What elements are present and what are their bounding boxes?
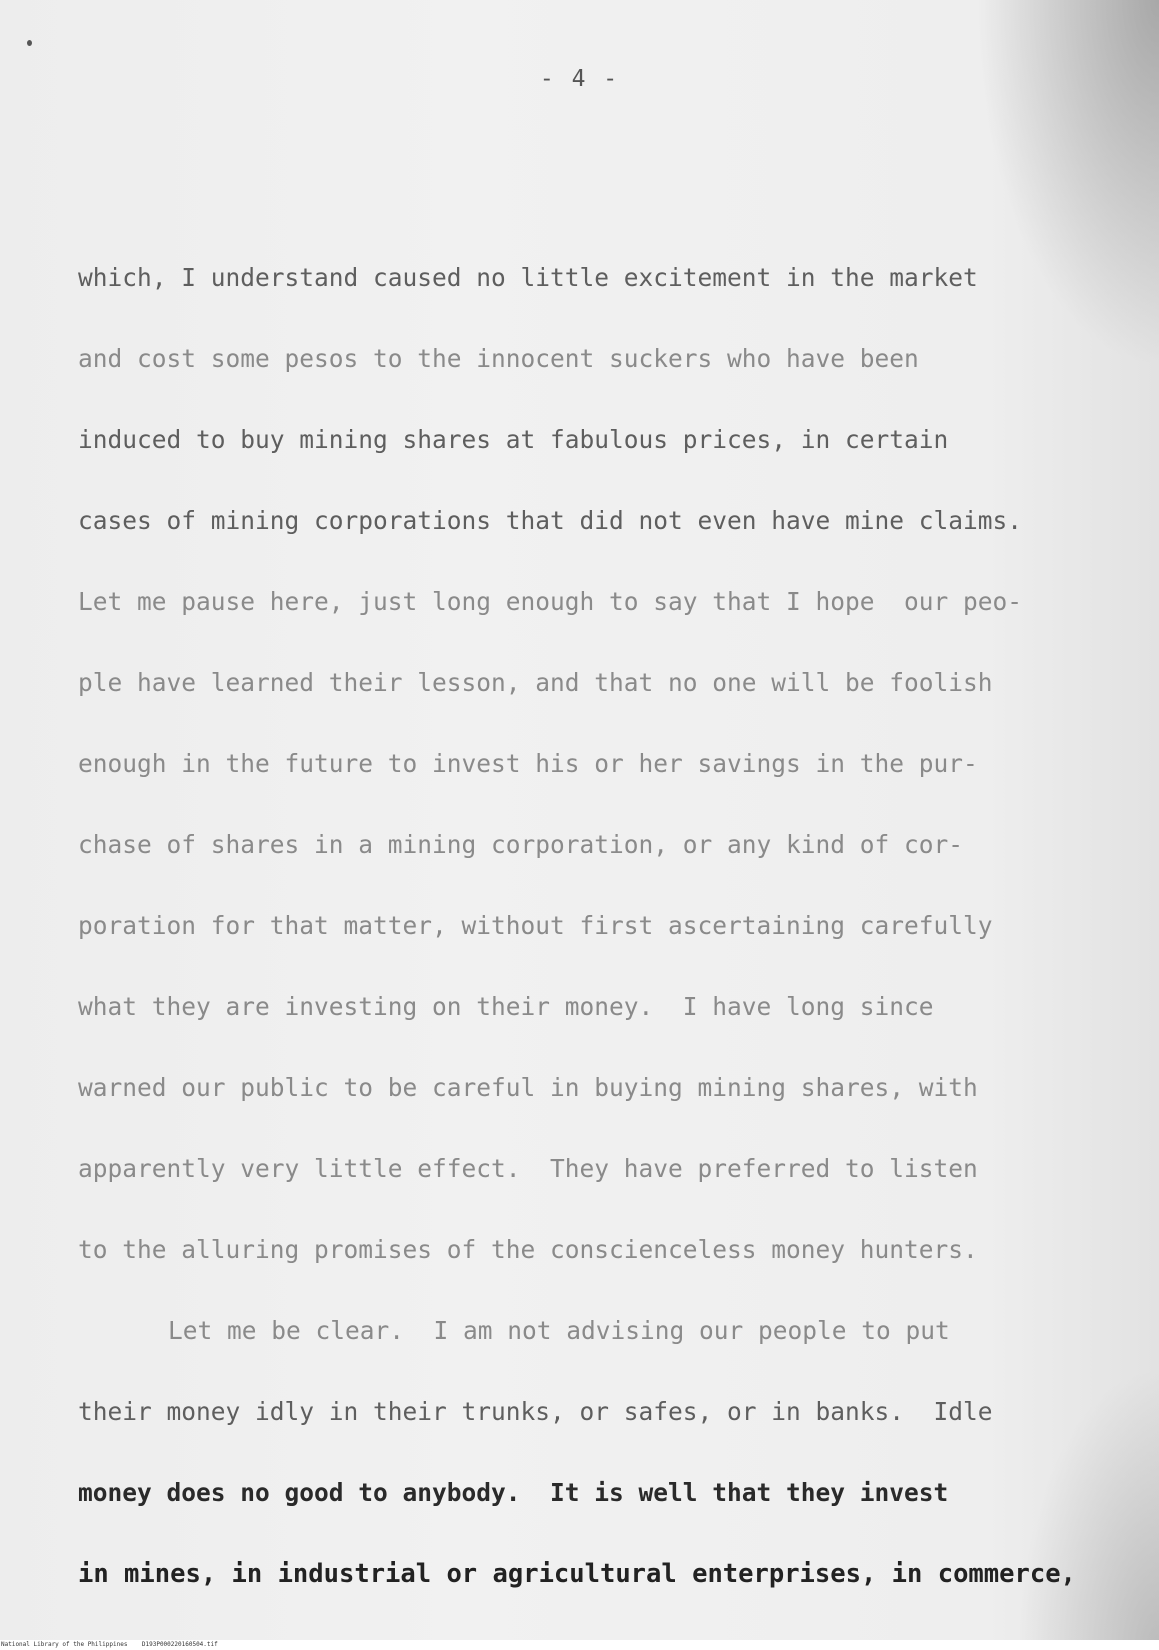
scan-footer: National Library of the Philippines D193P000220160504.tif [0, 1640, 1159, 1650]
text-line: Let me be clear. I am not advising our people to put [168, 1316, 950, 1345]
text-line: chase of shares in a mining corporation, or any kind of cor- [78, 830, 964, 859]
text-line: ple have learned their lesson, and that no one will be foolish [78, 668, 993, 697]
text-line: poration for that matter, without first ascertaining carefully [78, 911, 993, 940]
text-line: which, I understand caused no little excitement in the market [78, 263, 978, 292]
text-line: and cost some pesos to the innocent suckers who have been [78, 344, 919, 373]
text-line: enough in the future to invest his or her savings in the pur- [78, 749, 978, 778]
page-number: - 4 - [539, 66, 620, 92]
text-line: apparently very little effect. They have preferred to listen [78, 1154, 978, 1183]
ink-speck [27, 40, 32, 46]
text-line: cases of mining corporations that did not even have mine claims. [78, 506, 1023, 535]
text-line: warned our public to be careful in buying mining shares, with [78, 1073, 978, 1102]
text-line: Let me pause here, just long enough to say that I hope our peo- [78, 587, 1023, 616]
body-text [78, 263, 1138, 1640]
text-line: money does no good to anybody. It is well that they invest [78, 1478, 949, 1507]
text-line: their money idly in their trunks, or safes, or in banks. Idle [78, 1397, 993, 1426]
text-line: in mines, in industrial or agricultural enterprises, in commerce, [78, 1559, 1076, 1589]
text-line: induced to buy mining shares at fabulous prices, in certain [78, 425, 949, 454]
text-line: to the alluring promises of the conscienceless money hunters. [78, 1235, 978, 1264]
text-line: what they are investing on their money. I have long since [78, 992, 934, 1021]
